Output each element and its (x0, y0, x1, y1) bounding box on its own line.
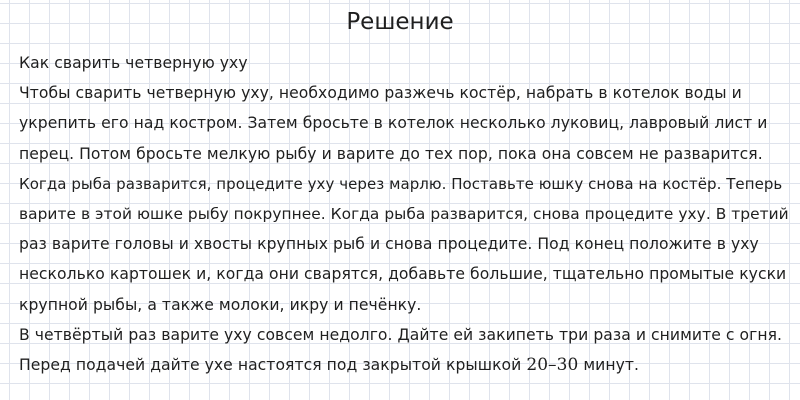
solution-text (19, 48, 789, 380)
text-line: перец. Потом бросьте мелкую рыбу и варите до тех пор, пока она совсем не разварится. (19, 144, 763, 163)
text-line: Когда рыба разварится, процедите уху через марлю. Поставьте юшку снова на костёр. Теперь (19, 174, 783, 193)
text-line: раз варите головы и хвосты крупных рыб и снова процедите. Под конец положите в уху (19, 235, 759, 254)
text-line: Чтобы сварить четверную уху, необходимо разжечь костёр, набрать в котелок воды и (19, 84, 742, 103)
text-line: укрепить его над костром. Затем бросьте в котелок несколько луковиц, лавровый лист и (19, 114, 768, 133)
text-line-last (19, 350, 789, 380)
text-fragment: минут. (578, 356, 640, 375)
text-line: варите в этой юшке рыбу покрупнее. Когда рыба разварится, снова процедите уху. В третий (19, 205, 789, 224)
text-line: крупной рыбы, а также молоки, икру и печёнку. (19, 295, 422, 314)
time-range-math: 20–30 (526, 355, 579, 376)
text-fragment: Перед подачей дайте ухе настоятся под закрытой крышкой (19, 356, 527, 375)
text-line-heading: Как сварить четверную уху (19, 54, 248, 72)
text-line: В четвёртый раз варите уху совсем недолго. Дайте ей закипеть три раза и снимите с огня. (19, 325, 783, 344)
page-title: Решение (346, 9, 454, 35)
text-line: несколько картошек и, когда они сварятся, добавьте большие, тщательно промытые куски (19, 265, 787, 284)
